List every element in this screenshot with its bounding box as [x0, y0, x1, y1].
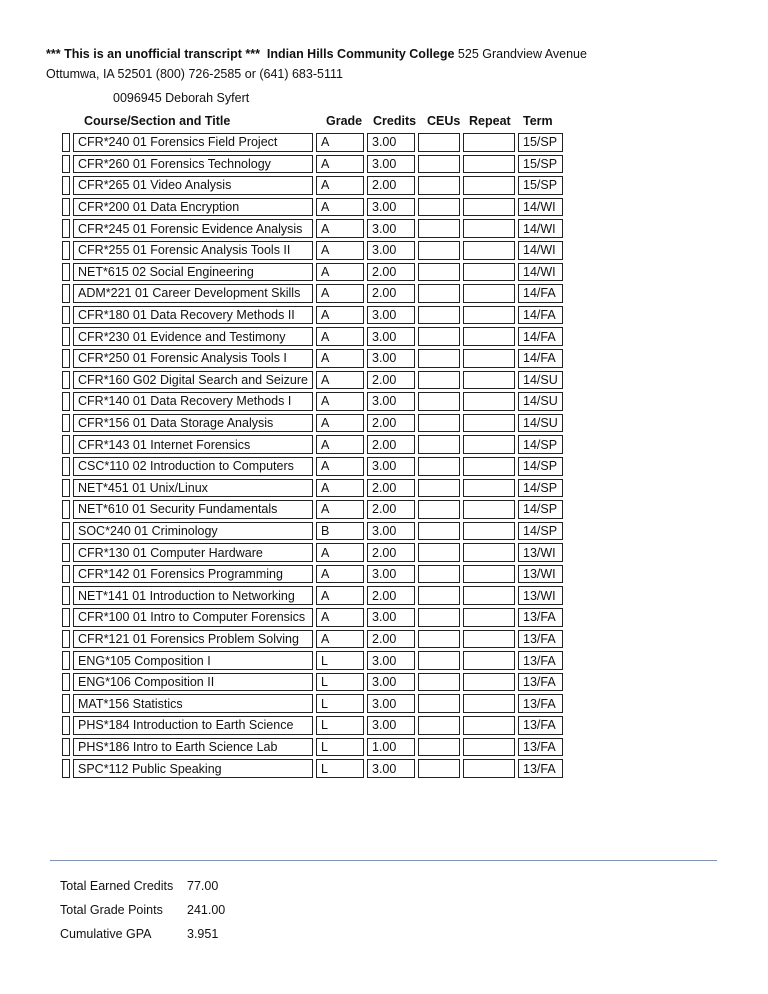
cell-ceus [418, 500, 460, 519]
cell-grade: A [316, 176, 364, 195]
row-marker-cell [62, 716, 70, 735]
cell-credits: 3.00 [367, 241, 415, 260]
cell-credits: 2.00 [367, 435, 415, 454]
cell-course: CFR*260 01 Forensics Technology [73, 155, 313, 174]
cell-ceus [418, 759, 460, 778]
totals-block [60, 876, 225, 948]
cell-ceus [418, 155, 460, 174]
cell-term: 15/SP [518, 176, 563, 195]
college-name: Indian Hills Community College [266, 47, 455, 61]
cell-ceus [418, 198, 460, 217]
table-row [62, 219, 563, 238]
cell-course: CFR*265 01 Video Analysis [73, 176, 313, 195]
cell-ceus [418, 651, 460, 670]
table-row [62, 371, 563, 390]
table-row [62, 543, 563, 562]
cell-grade: A [316, 565, 364, 584]
cell-course: NET*610 01 Security Fundamentals [73, 500, 313, 519]
table-row [62, 263, 563, 282]
row-marker-cell [62, 349, 70, 368]
cell-grade: A [316, 133, 364, 152]
cell-ceus [418, 284, 460, 303]
cell-ceus [418, 738, 460, 757]
cell-repeat [463, 349, 515, 368]
disclaimer: *** This is an unofficial transcript *** [46, 47, 260, 61]
cell-term: 13/FA [518, 651, 563, 670]
cell-repeat [463, 392, 515, 411]
cell-grade: B [316, 522, 364, 541]
cell-credits: 3.00 [367, 327, 415, 346]
cell-course: CFR*160 G02 Digital Search and Seizure [73, 371, 313, 390]
cell-term: 14/WI [518, 219, 563, 238]
cell-credits: 3.00 [367, 522, 415, 541]
cell-credits: 2.00 [367, 263, 415, 282]
cumulative-gpa-label: Cumulative GPA [60, 927, 152, 941]
cell-course: PHS*186 Intro to Earth Science Lab [73, 738, 313, 757]
cell-course: SOC*240 01 Criminology [73, 522, 313, 541]
cell-credits: 3.00 [367, 133, 415, 152]
cell-repeat [463, 651, 515, 670]
cell-term: 13/FA [518, 673, 563, 692]
table-row [62, 738, 563, 757]
table-row [62, 457, 563, 476]
cell-repeat [463, 608, 515, 627]
cell-grade: A [316, 435, 364, 454]
cell-credits: 3.00 [367, 457, 415, 476]
cell-repeat [463, 673, 515, 692]
cell-ceus [418, 673, 460, 692]
cell-term: 13/FA [518, 759, 563, 778]
cell-term: 14/FA [518, 349, 563, 368]
cumulative-gpa-row [60, 924, 225, 948]
cell-repeat [463, 500, 515, 519]
cell-repeat [463, 759, 515, 778]
cell-ceus [418, 349, 460, 368]
row-marker-cell [62, 586, 70, 605]
cell-grade: A [316, 457, 364, 476]
row-marker-cell [62, 133, 70, 152]
cell-course: CFR*180 01 Data Recovery Methods II [73, 306, 313, 325]
table-row [62, 694, 563, 713]
table-row [62, 327, 563, 346]
table-row [62, 155, 563, 174]
row-marker-cell [62, 543, 70, 562]
row-marker-cell [62, 673, 70, 692]
table-row [62, 241, 563, 260]
cell-credits: 2.00 [367, 630, 415, 649]
cell-course: CFR*230 01 Evidence and Testimony [73, 327, 313, 346]
table-row [62, 522, 563, 541]
total-earned-credits-label: Total Earned Credits [60, 879, 174, 893]
cell-term: 13/FA [518, 738, 563, 757]
cell-course: ENG*106 Composition II [73, 673, 313, 692]
cell-credits: 2.00 [367, 414, 415, 433]
cell-repeat [463, 371, 515, 390]
cell-grade: A [316, 414, 364, 433]
table-row [62, 176, 563, 195]
cell-term: 14/SU [518, 414, 563, 433]
college-city-phone: Ottumwa, IA 52501 (800) 726-2585 or (641) 683-5111 [46, 67, 343, 81]
cell-course: CFR*200 01 Data Encryption [73, 198, 313, 217]
total-earned-credits-row [60, 876, 225, 900]
cell-repeat [463, 543, 515, 562]
cell-ceus [418, 522, 460, 541]
cell-credits: 3.00 [367, 219, 415, 238]
cell-credits: 3.00 [367, 694, 415, 713]
row-marker-cell [62, 759, 70, 778]
cell-course: CFR*245 01 Forensic Evidence Analysis [73, 219, 313, 238]
cell-course: CSC*110 02 Introduction to Computers [73, 457, 313, 476]
cell-term: 14/SU [518, 371, 563, 390]
cell-ceus [418, 133, 460, 152]
cell-term: 14/SP [518, 522, 563, 541]
cell-grade: A [316, 219, 364, 238]
col-header-course: Course/Section and Title [84, 114, 231, 128]
row-marker-cell [62, 457, 70, 476]
cell-repeat [463, 479, 515, 498]
cell-course: NET*451 01 Unix/Linux [73, 479, 313, 498]
cell-credits: 3.00 [367, 155, 415, 174]
cell-course: CFR*250 01 Forensic Analysis Tools I [73, 349, 313, 368]
row-marker-cell [62, 608, 70, 627]
cell-term: 14/SP [518, 479, 563, 498]
cell-repeat [463, 457, 515, 476]
cell-repeat [463, 716, 515, 735]
cumulative-gpa-value: 3.951 [187, 927, 219, 941]
total-grade-points-value: 241.00 [187, 903, 226, 917]
cell-grade: A [316, 586, 364, 605]
cell-repeat [463, 219, 515, 238]
cell-term: 14/WI [518, 241, 563, 260]
cell-grade: A [316, 349, 364, 368]
table-row [62, 651, 563, 670]
cell-ceus [418, 694, 460, 713]
cell-ceus [418, 586, 460, 605]
cell-credits: 3.00 [367, 392, 415, 411]
cell-credits: 3.00 [367, 651, 415, 670]
cell-course: CFR*121 01 Forensics Problem Solving [73, 630, 313, 649]
cell-credits: 2.00 [367, 371, 415, 390]
col-header-repeat: Repeat [469, 114, 511, 128]
table-row [62, 716, 563, 735]
col-header-grade: Grade [326, 114, 363, 128]
cell-ceus [418, 392, 460, 411]
cell-repeat [463, 241, 515, 260]
cell-grade: A [316, 479, 364, 498]
table-row [62, 630, 563, 649]
cell-term: 15/SP [518, 155, 563, 174]
cell-repeat [463, 694, 515, 713]
cell-ceus [418, 435, 460, 454]
cell-grade: A [316, 543, 364, 562]
cell-repeat [463, 522, 515, 541]
cell-credits: 2.00 [367, 500, 415, 519]
cell-credits: 3.00 [367, 349, 415, 368]
cell-course: MAT*156 Statistics [73, 694, 313, 713]
cell-repeat [463, 133, 515, 152]
cell-course: CFR*100 01 Intro to Computer Forensics [73, 608, 313, 627]
cell-course: CFR*240 01 Forensics Field Project [73, 133, 313, 152]
cell-credits: 2.00 [367, 176, 415, 195]
cell-term: 13/FA [518, 694, 563, 713]
col-header-ceus: CEUs [427, 114, 461, 128]
table-row [62, 586, 563, 605]
cell-ceus [418, 371, 460, 390]
col-header-credits: Credits [373, 114, 417, 128]
cell-grade: L [316, 738, 364, 757]
cell-course: CFR*140 01 Data Recovery Methods I [73, 392, 313, 411]
cell-credits: 3.00 [367, 306, 415, 325]
cell-grade: A [316, 327, 364, 346]
cell-credits: 2.00 [367, 284, 415, 303]
cell-course: ENG*105 Composition I [73, 651, 313, 670]
table-row [62, 479, 563, 498]
cell-course: NET*141 01 Introduction to Networking [73, 586, 313, 605]
table-row [62, 414, 563, 433]
cell-term: 13/WI [518, 543, 563, 562]
cell-course: SPC*112 Public Speaking [73, 759, 313, 778]
cell-repeat [463, 565, 515, 584]
student-id-name: 0096945 Deborah Syfert [113, 91, 250, 105]
cell-course: ADM*221 01 Career Development Skills [73, 284, 313, 303]
row-marker-cell [62, 219, 70, 238]
table-row [62, 565, 563, 584]
cell-term: 13/FA [518, 608, 563, 627]
cell-ceus [418, 306, 460, 325]
cell-term: 14/SU [518, 392, 563, 411]
row-marker-cell [62, 263, 70, 282]
cell-repeat [463, 435, 515, 454]
cell-term: 14/FA [518, 306, 563, 325]
cell-grade: A [316, 306, 364, 325]
row-marker-cell [62, 327, 70, 346]
table-row [62, 306, 563, 325]
cell-repeat [463, 306, 515, 325]
cell-grade: L [316, 694, 364, 713]
cell-credits: 3.00 [367, 716, 415, 735]
row-marker-cell [62, 241, 70, 260]
cell-ceus [418, 608, 460, 627]
cell-grade: A [316, 155, 364, 174]
row-marker-cell [62, 306, 70, 325]
cell-grade: A [316, 284, 364, 303]
cell-ceus [418, 219, 460, 238]
cell-grade: A [316, 608, 364, 627]
cell-course: CFR*143 01 Internet Forensics [73, 435, 313, 454]
table-row [62, 500, 563, 519]
cell-grade: A [316, 263, 364, 282]
cell-term: 14/WI [518, 263, 563, 282]
cell-repeat [463, 586, 515, 605]
col-header-term: Term [523, 114, 553, 128]
table-row [62, 284, 563, 303]
cell-credits: 2.00 [367, 586, 415, 605]
row-marker-cell [62, 284, 70, 303]
row-marker-cell [62, 198, 70, 217]
cell-credits: 1.00 [367, 738, 415, 757]
cell-credits: 3.00 [367, 673, 415, 692]
cell-grade: L [316, 673, 364, 692]
row-marker-cell [62, 651, 70, 670]
cell-ceus [418, 543, 460, 562]
cell-grade: A [316, 198, 364, 217]
row-marker-cell [62, 371, 70, 390]
cell-term: 14/WI [518, 198, 563, 217]
cell-credits: 2.00 [367, 479, 415, 498]
table-row [62, 673, 563, 692]
table-row [62, 198, 563, 217]
cell-course: CFR*130 01 Computer Hardware [73, 543, 313, 562]
cell-term: 14/FA [518, 327, 563, 346]
cell-repeat [463, 263, 515, 282]
cell-ceus [418, 716, 460, 735]
cell-ceus [418, 457, 460, 476]
cell-ceus [418, 263, 460, 282]
row-marker-cell [62, 738, 70, 757]
table-row [62, 392, 563, 411]
cell-grade: L [316, 716, 364, 735]
cell-ceus [418, 565, 460, 584]
row-marker-cell [62, 630, 70, 649]
divider-rule [50, 860, 717, 861]
cell-term: 14/SP [518, 435, 563, 454]
cell-term: 13/FA [518, 630, 563, 649]
cell-course: CFR*255 01 Forensic Analysis Tools II [73, 241, 313, 260]
cell-term: 13/WI [518, 586, 563, 605]
cell-grade: L [316, 759, 364, 778]
cell-repeat [463, 414, 515, 433]
row-marker-cell [62, 392, 70, 411]
table-row [62, 133, 563, 152]
cell-ceus [418, 479, 460, 498]
cell-repeat [463, 155, 515, 174]
total-earned-credits-value: 77.00 [187, 879, 219, 893]
row-marker-cell [62, 176, 70, 195]
table-row [62, 349, 563, 368]
row-marker-cell [62, 565, 70, 584]
cell-credits: 3.00 [367, 608, 415, 627]
cell-credits: 3.00 [367, 565, 415, 584]
cell-term: 13/FA [518, 716, 563, 735]
cell-grade: A [316, 630, 364, 649]
cell-term: 14/FA [518, 284, 563, 303]
cell-grade: A [316, 241, 364, 260]
row-marker-cell [62, 522, 70, 541]
row-marker-cell [62, 500, 70, 519]
cell-grade: A [316, 392, 364, 411]
cell-credits: 3.00 [367, 198, 415, 217]
table-row [62, 608, 563, 627]
cell-ceus [418, 630, 460, 649]
cell-ceus [418, 327, 460, 346]
cell-repeat [463, 176, 515, 195]
cell-repeat [463, 198, 515, 217]
cell-grade: L [316, 651, 364, 670]
cell-term: 13/WI [518, 565, 563, 584]
cell-course: PHS*184 Introduction to Earth Science [73, 716, 313, 735]
cell-course: NET*615 02 Social Engineering [73, 263, 313, 282]
cell-repeat [463, 284, 515, 303]
transcript-header [46, 44, 746, 84]
table-row [62, 435, 563, 454]
cell-grade: A [316, 371, 364, 390]
cell-repeat [463, 630, 515, 649]
row-marker-cell [62, 435, 70, 454]
cell-credits: 3.00 [367, 759, 415, 778]
row-marker-cell [62, 414, 70, 433]
college-street: 525 Grandview Avenue [457, 47, 587, 61]
row-marker-cell [62, 479, 70, 498]
cell-repeat [463, 327, 515, 346]
cell-repeat [463, 738, 515, 757]
transcript-table [59, 130, 566, 781]
cell-term: 14/SP [518, 457, 563, 476]
cell-ceus [418, 414, 460, 433]
cell-course: CFR*142 01 Forensics Programming [73, 565, 313, 584]
total-grade-points-label: Total Grade Points [60, 903, 163, 917]
cell-ceus [418, 241, 460, 260]
cell-term: 15/SP [518, 133, 563, 152]
cell-ceus [418, 176, 460, 195]
total-grade-points-row [60, 900, 225, 924]
cell-course: CFR*156 01 Data Storage Analysis [73, 414, 313, 433]
cell-credits: 2.00 [367, 543, 415, 562]
row-marker-cell [62, 694, 70, 713]
table-row [62, 759, 563, 778]
row-marker-cell [62, 155, 70, 174]
cell-grade: A [316, 500, 364, 519]
cell-term: 14/SP [518, 500, 563, 519]
